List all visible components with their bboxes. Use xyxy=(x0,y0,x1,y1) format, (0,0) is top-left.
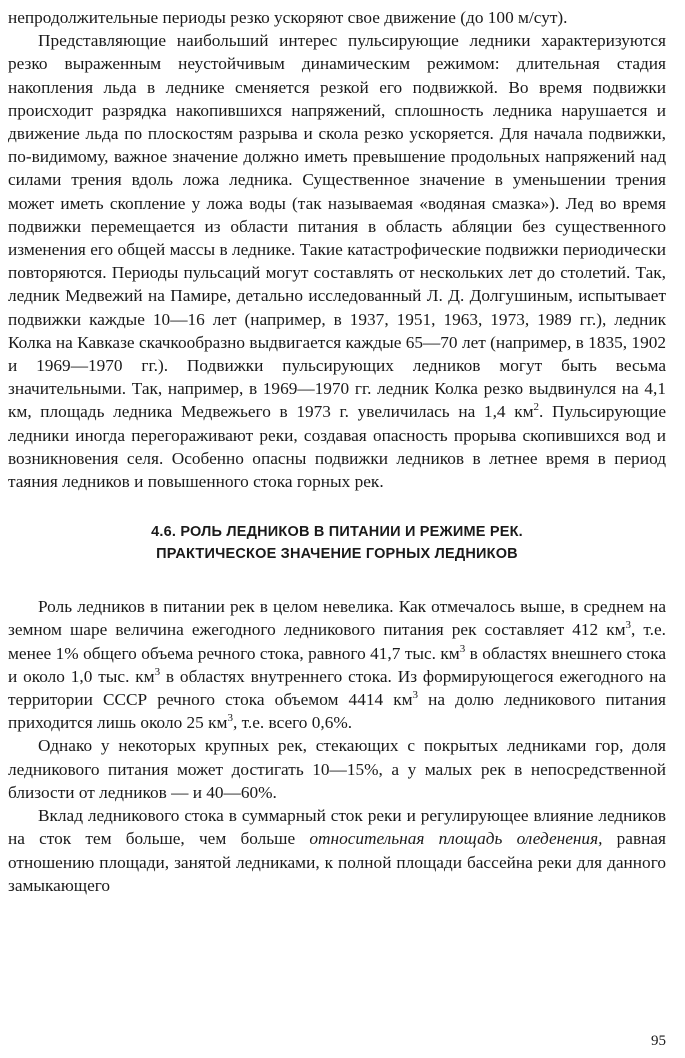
paragraph-surging-glaciers: Представляющие наибольший интерес пульсирующие ледники характеризуются резко выраженным неустойчивым динамическим режимом: длительная стадия накопления льда в леднике сменяется резкой его подвижкой. Во время подвижки происходит разрядка накопившихся напряжений, сплошность ледника нарушается и движение льда по плоскостям разрыва и скола резко ускоряется. Для начала подвижки, по-видимому, важное значение должно иметь превышение продольных напряжений над силами трения вдоль ложа ледника. Существенное значение в уменьшении трения может иметь скопление у ложа воды (так называемая «водяная смазка»). Лед во время подвижки перемещается из области питания в область абляции без существенного изменения его общей массы в леднике. Такие катастрофические подвижки периодически повторяются. Периоды пульсаций могут составлять от нескольких лет до столетий. Так, ледник Медвежий на Памире, детально исследованный Л. Д. Долгушиным, испытывает подвижки каждые 10—16 лет (например, в 1937, 1951, 1963, 1973, 1989 гг.), ледник Колка на Кавказе скачкообразно выдвигается каждые 65—70 лет (например, в 1835, 1902 и 1969—1970 гг.). Подвижки пульсирующих ледников могут быть весьма значительными. Так, например, в 1969—1970 гг. ледник Колка резко выдвинулся на 4,1 км, площадь ледника Медвежьего в 1973 г. увеличилась на 1,4 $км^2$. Пульсирующие ледники иногда перегораживают реки, создавая опасность прорыва скопившихся вод и возникновения селя. Особенно опасны подвижки ледников в летнее время в период таяния ледников и повышенного стока горных рек. xyxy=(8,31,666,492)
section-heading xyxy=(8,521,666,565)
page-number: 95 xyxy=(651,1033,666,1049)
superscript: 2 xyxy=(533,401,540,414)
section-heading-line2: ПРАКТИЧЕСКОЕ ЗНАЧЕНИЕ ГОРНЫХ ЛЕДНИКОВ xyxy=(156,546,518,563)
paragraph-glacier-role: Роль ледников в питании рек в целом невелика. Как отмечалось выше, в среднем на земном шаре величина ежегодного ледникового питания рек составляет 412 $км^3$, т.е. менее 1% общего объема речного стока, равного 41,7 тыс. $км^3$ в областях внешнего стока и около 1,0 тыс. $км^3$ в областях внутреннего стока. Из формирующегося ежегодного на территории СССР речного стока объемом 4414 $км^3$ на долю ледникового питания приходится лишь около 25 $км^3$, т.е. всего 0,6%. xyxy=(8,597,667,733)
italic-term: относительная площадь оледенения, xyxy=(309,829,603,849)
paragraph-continuation: непродолжительные периоды резко ускоряют свое движение (до 100 м/сут). xyxy=(8,8,568,27)
paragraph-large-rivers: Однако у некоторых крупных рек, стекающих с покрытых ледниками гор, доля ледникового питания может достигать 10—15%, а у малых рек в непосредственной близости от ледников — и 40—60%. xyxy=(8,736,666,802)
paragraph-glacier-runoff: Вклад ледникового стока в суммарный сток реки и регулирующее влияние ледников на сток тем больше, чем больше относительная площадь оледенения, равная отношению площади, занятой ледниками, к полной площади бассейна реки для данного замыкающего xyxy=(8,806,666,895)
section-heading-line1: 4.6. РОЛЬ ЛЕДНИКОВ В ПИТАНИИ И РЕЖИМЕ РЕК. xyxy=(151,524,523,541)
